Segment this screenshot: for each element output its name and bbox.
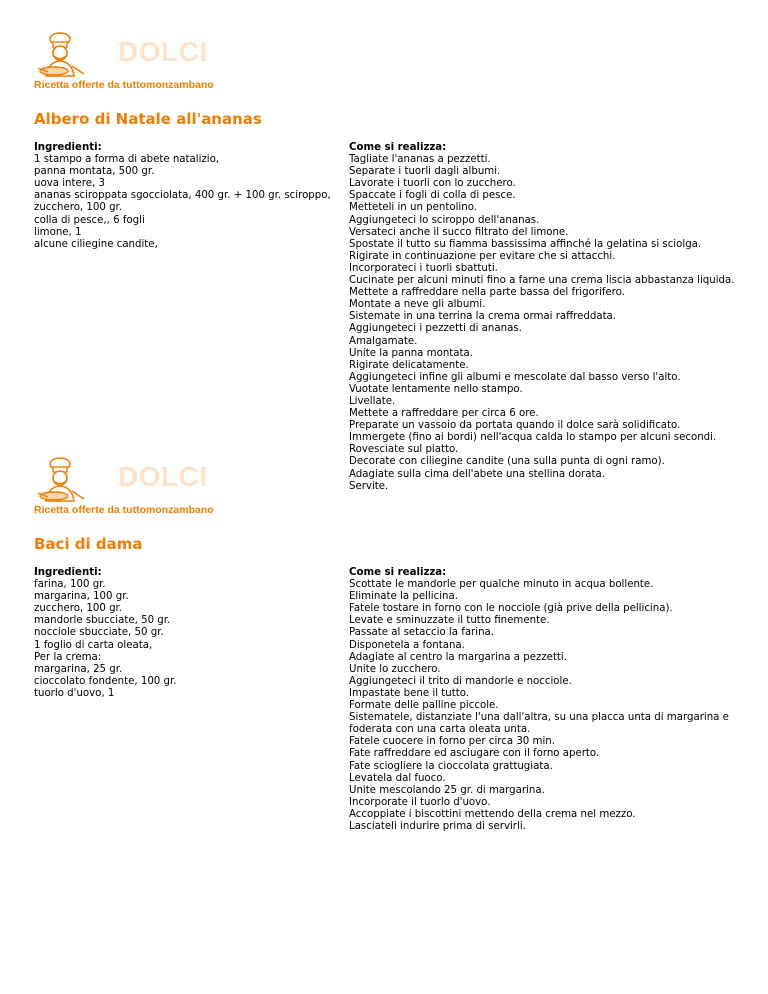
step-item: Sistematele, distanziate l'una dall'altra, su una placca unta di margarina e foderata con una carta oleata unta. xyxy=(349,712,729,736)
step-item: Mettete a raffreddare nella parte bassa del frigorifero. xyxy=(349,287,625,299)
step-item: Metteteli in un pentolino. xyxy=(349,202,477,214)
chef-icon xyxy=(34,30,90,80)
step-item: Incorporate il tuorlo d'uovo. xyxy=(349,796,491,808)
step-item: Mettete a raffreddare per circa 6 ore. xyxy=(349,408,539,420)
ingredient-item: margarina, 100 gr. xyxy=(34,591,129,603)
step-item: Rigirate in continuazione per evitare che si attacchi. xyxy=(349,250,616,262)
step-item: Cucinate per alcuni minuti fino a farne una crema liscia abbastanza liquida. xyxy=(349,275,735,287)
step-item: Servite. xyxy=(349,480,389,492)
step-item: Passate al setaccio la farina. xyxy=(349,627,495,639)
step-item: Scottate le mandorle per qualche minuto in acqua bollente. xyxy=(349,579,654,591)
step-item: Aggiungeteci il trito di mandorle e nocciole. xyxy=(349,675,572,687)
step-item: Tagliate l'ananas a pezzetti. xyxy=(349,154,491,166)
step-item: Fate raffreddare ed asciugare con il forno aperto. xyxy=(349,748,600,760)
ingredient-item: zucchero, 100 gr. xyxy=(34,603,123,615)
ingredient-item: mandorle sbucciate, 50 gr. xyxy=(34,615,171,627)
step-item: Spaccate i fogli di colla di pesce. xyxy=(349,190,516,202)
step-item: Disponetela a fontana. xyxy=(349,639,465,651)
step-item: Livellate. xyxy=(349,395,396,407)
step-item: Unite mescolando 25 gr. di margarina. xyxy=(349,784,545,796)
step-item: Lavorate i tuorli con lo zucchero. xyxy=(349,178,516,190)
ingredients-column xyxy=(34,567,334,700)
step-item: Fatele cuocere in forno per circa 30 min. xyxy=(349,736,555,748)
step-item: Levate e sminuzzate il tutto finemente. xyxy=(349,615,550,627)
step-item: Spostate il tutto su fiamma bassissima affinché la gelatina si sciolga. xyxy=(349,238,702,250)
ingredient-item: 1 stampo a forma di abete natalizio, xyxy=(34,154,220,166)
ingredient-item: colla di pesce,, 6 fogli xyxy=(34,214,145,226)
step-item: Amalgamate. xyxy=(349,335,418,347)
chef-icon xyxy=(34,455,90,505)
step-item: Formate delle palline piccole. xyxy=(349,700,499,712)
step-item: Lasciateli indurire prima di servirli. xyxy=(349,820,526,832)
ingredient-item: cioccolato fondente, 100 gr. xyxy=(34,675,177,687)
step-item: Montate a neve gli albumi. xyxy=(349,299,486,311)
step-item: Accoppiate i biscottini mettendo della crema nel mezzo. xyxy=(349,808,636,820)
ingredient-item: margarina, 25 gr. xyxy=(34,663,123,675)
ingredient-item: tuorlo d'uovo, 1 xyxy=(34,687,115,699)
step-item: Fate sciogliere la cioccolata grattugiata. xyxy=(349,760,553,772)
step-item: Rigirate delicatamente. xyxy=(349,359,469,371)
step-item: Rovesciate sul piatto. xyxy=(349,444,459,456)
step-item: Sistemate in una terrina la crema ormai raffreddata. xyxy=(349,311,617,323)
recipe-subtitle: Ricetta offerte da tuttomonzambano xyxy=(34,79,214,91)
step-item: Eliminate la pellicina. xyxy=(349,591,458,603)
ingredient-item: Per la crema: xyxy=(34,651,102,663)
recipe-subtitle: Ricetta offerte da tuttomonzambano xyxy=(34,504,214,516)
step-item: Preparate un vassoio da portata quando il dolce sarà solidificato. xyxy=(349,420,681,432)
step-item: Aggiungeteci infine gli albumi e mescolate dal basso verso l'alto. xyxy=(349,371,681,383)
ingredient-item: panna montata, 500 gr. xyxy=(34,166,155,178)
step-item: Vuotate lentamente nello stampo. xyxy=(349,383,523,395)
dolci-logo xyxy=(34,455,274,505)
ingredient-item: farina, 100 gr. xyxy=(34,579,106,591)
step-item: Adagiate al centro la margarina a pezzetti. xyxy=(349,651,567,663)
ingredient-item: ananas sciroppata sgocciolata, 400 gr. + 100 gr. sciroppo, xyxy=(34,190,331,202)
step-item: Aggiungeteci lo sciroppo dell'ananas. xyxy=(349,214,540,226)
dolci-logo xyxy=(34,30,274,80)
step-item: Versateci anche il succo filtrato del limone. xyxy=(349,226,569,238)
steps-column xyxy=(349,567,744,833)
step-item: Incorporateci i tuorli sbattuti. xyxy=(349,262,498,274)
step-item: Separate i tuorli dagli albumi. xyxy=(349,166,501,178)
recipe-title: Baci di dama xyxy=(34,535,143,553)
ingredients-column xyxy=(34,142,334,251)
dolci-watermark: DOLCI xyxy=(118,461,208,492)
ingredient-item: nocciole sbucciate, 50 gr. xyxy=(34,627,164,639)
steps-heading: Come si realizza: xyxy=(349,142,447,153)
dolci-watermark: DOLCI xyxy=(118,36,208,67)
step-item: Decorate con ciliegine candite (una sulla punta di ogni ramo). xyxy=(349,456,665,468)
step-item: Levatela dal fuoco. xyxy=(349,772,446,784)
step-item: Immergete (fino ai bordi) nell'acqua calda lo stampo per alcuni secondi. xyxy=(349,432,717,444)
ingredient-item: uova intere, 3 xyxy=(34,178,105,190)
ingredient-item: 1 foglio di carta oleata, xyxy=(34,639,153,651)
steps-heading: Come si realizza: xyxy=(349,567,447,578)
ingredient-item: zucchero, 100 gr. xyxy=(34,202,123,214)
ingredient-item: alcune ciliegine candite, xyxy=(34,238,158,250)
steps-column xyxy=(349,142,744,493)
step-item: Unite la panna montata. xyxy=(349,347,473,359)
ingredient-item: limone, 1 xyxy=(34,226,82,238)
recipe-title: Albero di Natale all'ananas xyxy=(34,110,262,128)
step-item: Impastate bene il tutto. xyxy=(349,687,470,699)
step-item: Adagiate sulla cima dell'abete una stellina dorata. xyxy=(349,468,605,480)
step-item: Unite lo zucchero. xyxy=(349,663,441,675)
step-item: Fatele tostare in forno con le nocciole (già prive della pellicina). xyxy=(349,603,673,615)
ingredients-heading: Ingredienti: xyxy=(34,142,102,153)
step-item: Aggiungeteci i pezzetti di ananas. xyxy=(349,323,522,335)
ingredients-heading: Ingredienti: xyxy=(34,567,102,578)
